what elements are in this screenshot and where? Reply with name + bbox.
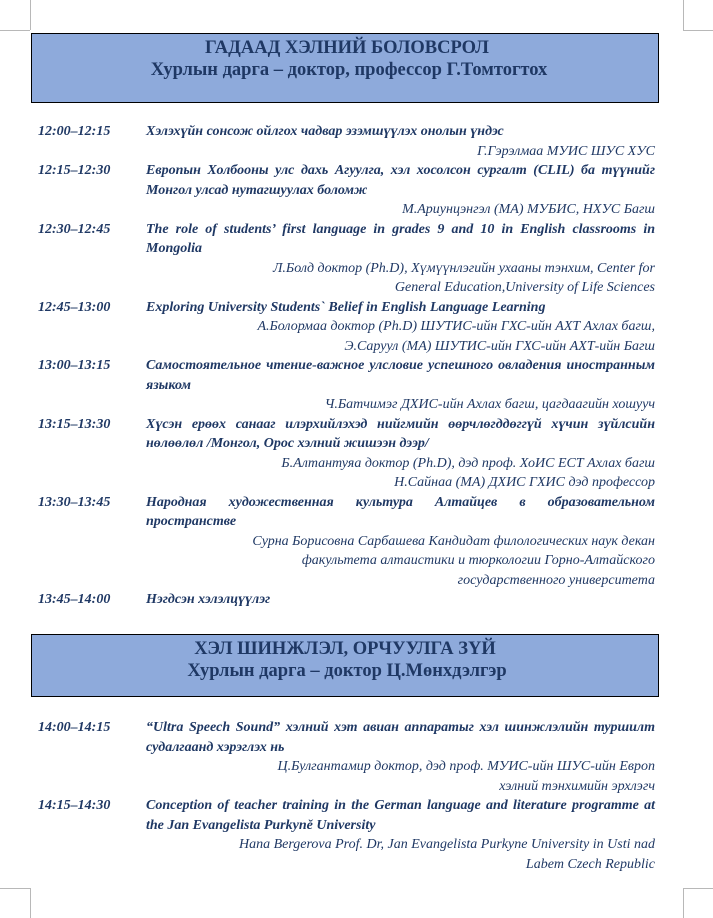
schedule-entry (38, 220, 655, 298)
speaker-line: Ц.Булгантамир доктор, дэд проф. МУИС-ийн ШУС-ийн Европ (277, 759, 655, 774)
crop-mark (30, 0, 31, 30)
speaker-line: А.Болормаа доктор (Ph.D) ШУТИС-ийн ГХС-ийн АХТ Ахлах багш, (257, 319, 655, 334)
speaker-line: хэлний тэнхимийн эрхлэгч (499, 778, 655, 794)
entry-speaker (146, 532, 655, 591)
entry-speaker (146, 317, 655, 356)
speaker-line: факультета алтаистики и тюркологии Горно-Алтайского (301, 553, 655, 568)
schedule-entry (38, 298, 655, 357)
entry-time: 13:45–14:00 (38, 592, 111, 607)
schedule-entry (38, 122, 655, 161)
section-header-foreign-language-education (31, 33, 659, 103)
speaker-line: Сурна Борисовна Сарбашева Кандидат филологических наук декан (252, 533, 655, 549)
speaker-line: General Education,University of Life Sciences (394, 280, 655, 295)
entry-speaker (146, 200, 655, 220)
crop-mark (0, 30, 30, 31)
schedule-entry (38, 796, 655, 874)
entry-title: Нэгдсэн хэлэлцүүлэг (146, 592, 271, 607)
entry-time: 12:45–13:00 (38, 299, 111, 315)
section-title: ХЭЛ ШИНЖЛЭЛ, ОРЧУУЛГА ЗҮЙ (194, 639, 496, 659)
session-schedule (38, 122, 655, 610)
entry-title: Exploring University Students` Belief in English Language Learning (146, 299, 546, 315)
crop-mark (683, 0, 684, 30)
entry-speaker (146, 757, 655, 796)
section-header-linguistics-translation (31, 634, 659, 697)
entry-time: 13:00–13:15 (38, 358, 111, 373)
section-chair: Хурлын дарга – доктор, профессор Г.Томтогтох (150, 60, 548, 80)
speaker-line: Б.Алтантуяа доктор (Ph.D), дэд проф. ХоИС ЕСТ Ахлах багш (281, 455, 655, 471)
crop-mark (683, 888, 684, 918)
schedule-entry (38, 590, 655, 610)
session-schedule (38, 718, 655, 874)
entry-speaker (146, 454, 655, 493)
crop-mark (683, 888, 713, 889)
entry-speaker (146, 142, 655, 162)
crop-mark (30, 888, 31, 918)
entry-title: “Ultra Speech Sound” хэлний хэт авиан аппаратыг хэл шинжлэлийн туршилт судалгаанд хэрэглэх нь (146, 720, 655, 755)
schedule-entry (38, 415, 655, 493)
schedule-entry (38, 493, 655, 591)
entry-speaker (146, 259, 655, 298)
speaker-line: Н.Сайнаа (МА) ДХИС ГХИС дэд профессор (394, 475, 655, 490)
speaker-line: Hana Bergerova Prof. Dr, Jan Evangelista Purkyne University in Usti nad (238, 837, 655, 852)
entry-title: Народная художественная культура Алтайцев в образовательном пространстве (146, 494, 655, 529)
entry-speaker (146, 395, 655, 415)
speaker-line: Э.Саруул (МА) ШУТИС-ийн ГХС-ийн АХТ-ийн Багш (344, 338, 655, 354)
speaker-line: М.Ариунцэнгэл (МА) МУБИС, НХУС Багш (402, 202, 655, 217)
entry-time: 14:15–14:30 (38, 798, 111, 813)
crop-mark (683, 30, 713, 31)
schedule-entry (38, 356, 655, 415)
schedule-entry (38, 161, 655, 220)
entry-time: 14:00–14:15 (38, 720, 111, 735)
entry-time: 13:15–13:30 (38, 416, 111, 432)
entry-time: 12:15–12:30 (38, 163, 111, 178)
speaker-line: Ч.Батчимэг ДХИС-ийн Ахлах багш, цагдаагийн хошууч (324, 397, 655, 412)
crop-mark (0, 888, 30, 889)
entry-time: 13:30–13:45 (38, 494, 111, 510)
section-title: ГАДААД ХЭЛНИЙ БОЛОВСРОЛ (205, 38, 489, 58)
speaker-line: Л.Болд доктор (Ph.D), Хүмүүнлэгийн ухааны тэнхим, Center for (272, 260, 655, 276)
section-chair: Хурлын дарга – доктор Ц.Мөнхдэлгэр (187, 661, 507, 681)
entry-title: Европын Холбооны улс дахь Агуулга, хэл хосолсон сургалт (CLIL) ба түүнийг Монгол улсад нутагшуулах боломж (146, 163, 655, 198)
entry-time: 12:00–12:15 (38, 124, 111, 139)
entry-title: The role of students’ first language in grades 9 and 10 in English classrooms in Mongolia (146, 221, 655, 256)
entry-title: Хүсэн ерөөх санааг илэрхийлэхэд нийгмийн өөрчлөгддөггүй хүчин зүйлсийн нөлөөлөл /Монгол, Орос хэлний жишээн дээр/ (146, 416, 655, 451)
entry-title: Хэлэхүйн сонсож ойлгох чадвар эзэмшүүлэх онолын үндэс (146, 124, 504, 139)
speaker-line: Г.Гэрэлмаа МУИС ШУС ХУС (477, 143, 655, 159)
entry-time: 12:30–12:45 (38, 221, 111, 237)
speaker-line: государственного университета (457, 572, 655, 588)
speaker-line: Labem Czech Republic (525, 856, 655, 872)
entry-speaker (146, 835, 655, 874)
entry-title: Самостоятельное чтение-важное улсловие успешного овладения иностранным языком (146, 358, 655, 393)
schedule-entry (38, 718, 655, 796)
entry-title: Conception of teacher training in the German language and literature programme at the Jan Evangelista Purkyně University (146, 798, 655, 833)
